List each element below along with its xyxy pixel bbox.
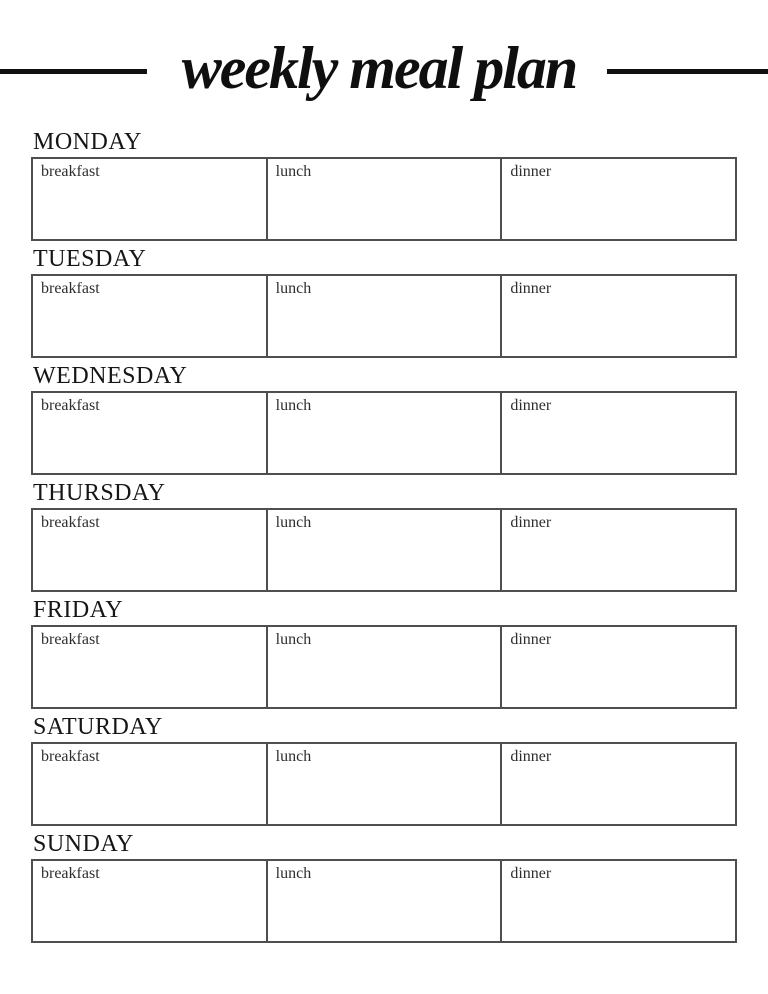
- meal-cell-monday-dinner[interactable]: [502, 159, 735, 239]
- meal-table-saturday: [31, 742, 737, 826]
- meal-cell-monday-breakfast[interactable]: [33, 159, 268, 239]
- day-section-friday: [31, 598, 737, 709]
- meal-cell-thursday-lunch[interactable]: [268, 510, 503, 590]
- day-heading-wednesday: WEDNESDAY: [33, 363, 188, 389]
- meal-table-wednesday: [31, 391, 737, 475]
- meal-label-breakfast: breakfast: [41, 748, 100, 765]
- meal-label-dinner: dinner: [510, 280, 552, 297]
- day-heading-thursday: THURSDAY: [33, 480, 166, 506]
- meal-label-dinner: dinner: [510, 631, 552, 648]
- meal-label-breakfast: breakfast: [41, 163, 100, 180]
- meal-label-lunch: lunch: [275, 748, 312, 765]
- meal-label-breakfast: breakfast: [41, 280, 100, 297]
- meal-label-lunch: lunch: [275, 163, 312, 180]
- meal-cell-sunday-dinner[interactable]: [502, 861, 735, 941]
- meal-cell-sunday-breakfast[interactable]: [33, 861, 268, 941]
- meal-cell-friday-breakfast[interactable]: [33, 627, 268, 707]
- day-section-sunday: [31, 832, 737, 943]
- meal-label-dinner: dinner: [510, 163, 552, 180]
- meal-label-lunch: lunch: [275, 631, 312, 648]
- meal-cell-wednesday-breakfast[interactable]: [33, 393, 268, 473]
- meal-label-breakfast: breakfast: [41, 397, 100, 414]
- day-section-saturday: [31, 715, 737, 826]
- day-heading-friday: FRIDAY: [33, 597, 124, 623]
- meal-cell-sunday-lunch[interactable]: [268, 861, 503, 941]
- meal-label-dinner: dinner: [510, 865, 552, 882]
- meal-cell-thursday-dinner[interactable]: [502, 510, 735, 590]
- meal-cell-saturday-lunch[interactable]: [268, 744, 503, 824]
- day-section-thursday: [31, 481, 737, 592]
- title-rule-left: [0, 69, 147, 74]
- day-heading-monday: MONDAY: [33, 129, 142, 155]
- day-sections: [0, 130, 768, 943]
- day-heading-tuesday: TUESDAY: [33, 246, 147, 272]
- meal-cell-tuesday-breakfast[interactable]: [33, 276, 268, 356]
- meal-table-thursday: [31, 508, 737, 592]
- meal-label-breakfast: breakfast: [41, 865, 100, 882]
- meal-cell-tuesday-lunch[interactable]: [268, 276, 503, 356]
- meal-label-breakfast: breakfast: [41, 514, 100, 531]
- meal-label-dinner: dinner: [510, 397, 552, 414]
- meal-cell-wednesday-lunch[interactable]: [268, 393, 503, 473]
- meal-table-sunday: [31, 859, 737, 943]
- meal-label-lunch: lunch: [275, 514, 312, 531]
- meal-cell-monday-lunch[interactable]: [268, 159, 503, 239]
- page-header: [0, 0, 768, 124]
- day-section-wednesday: [31, 364, 737, 475]
- meal-label-lunch: lunch: [275, 865, 312, 882]
- day-section-monday: [31, 130, 737, 241]
- meal-label-dinner: dinner: [510, 514, 552, 531]
- meal-cell-friday-dinner[interactable]: [502, 627, 735, 707]
- meal-label-dinner: dinner: [510, 748, 552, 765]
- day-section-tuesday: [31, 247, 737, 358]
- meal-table-friday: [31, 625, 737, 709]
- meal-cell-saturday-dinner[interactable]: [502, 744, 735, 824]
- page-title: weekly meal plan: [181, 34, 577, 101]
- day-heading-sunday: SUNDAY: [33, 831, 134, 857]
- meal-cell-friday-lunch[interactable]: [268, 627, 503, 707]
- meal-label-lunch: lunch: [275, 397, 312, 414]
- day-heading-saturday: SATURDAY: [33, 714, 163, 740]
- meal-label-breakfast: breakfast: [41, 631, 100, 648]
- meal-table-monday: [31, 157, 737, 241]
- title-rule-right: [607, 69, 768, 74]
- meal-cell-wednesday-dinner[interactable]: [502, 393, 735, 473]
- meal-table-tuesday: [31, 274, 737, 358]
- meal-cell-tuesday-dinner[interactable]: [502, 276, 735, 356]
- meal-cell-saturday-breakfast[interactable]: [33, 744, 268, 824]
- meal-label-lunch: lunch: [275, 280, 312, 297]
- meal-cell-thursday-breakfast[interactable]: [33, 510, 268, 590]
